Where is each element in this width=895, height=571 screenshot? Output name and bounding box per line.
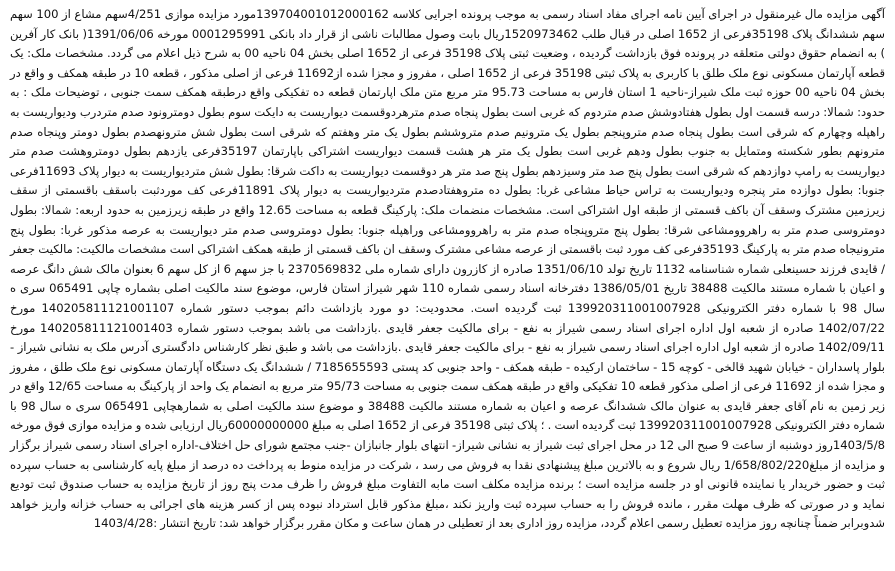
notice-body: آگهی مزایده مال غیرمنقول در اجرای آیین نامه اجرای مفاد اسناد رسمی به موجب پرونده اجرایی کلاسه 139704001012000162مورد مزایده موازی 4/251سهم مشاع از 100 سهم سهم ششدانگ پلاک 35198فرعی از 1652 اصلی در قبال طلب 1520973462ریال بابت وصول مطالبات ناشی از قرار داد بانکی 0001295991 مورخه 1391/06/06( بانک کار آفرین ) به انضمام حقوق دولتی متعلقه در پرونده فوق بازداشت گردیده ، وضعیت ثبتی پلاک 35198 فرعی از 1652 اصلی بخش 04 ناحیه 00 به شرح ذیل اعلام می گردد. مشخصات ملک: یک قطعه آپارتمان مسکونی نوع ملک طلق با کاربری به پلاک ثبتی 35198 فرعی از 1652 اصلی ، مفروز و مجزا شده از11692 فرعی از اصلی مذکور ، قطعه 10 در طبقه همکف و واقع در بخش 04 ناحیه 00 حوزه ثبت ملک شیراز-ناحیه 1 استان فارس به مساحت 95.73 متر مربع متن ملک اپارتمان قطعه ده تفکیکی واقع درطبقه همکف سمت جنوبی ، توضیحات ملک : به حدود: شمالا: درسه قسمت اول بطول هفتادوشش صدم متردوم که غربی است بطول پنجاه صدم مترهردوقسمت دیواریست به دایکت سوم بطول دومترونود صدم متردرب ودیواریست به راهپله وچهارم که شرقی است بطول پنجاه صدم متروپنجم بطول یک مترونیم صدم متروششم بطول یک متر وهفتم که شرقی است بطول شش مترونهصدم بطول دومتر وپنجاه صدم مترونهم بطور شکسته ومتمایل به جنوب بطول ودهم غربی است بطول یک متر هر هشت قسمت دیواریست اشتراکی باپارتمان 35197فرعی یازدهم بطول دومتروهشت صدم متر دیواریست به رامپ دوازدهم که شرقی است بطول پنج صد متر وسیزدهم بطول پنج صد متر هر دوقسمت دیواریست به داکت شرقا: بطول شش متردیواریست به دیوار پلاک 11693فرعی جنوبا: بطول دوازده متر پنجره ودیواریست به تراس حیاط مشاعی غربا: بطول ده متروهفتادصدم متردیواریست به دیوار پلاک 11891فرعی کف موردثبت باسقف باقسمتی از سقف زیرزمین مشترک وسقف آن باکف قسمتی از طبقه اول اشتراکی است. مشخصات منضمات ملک: پارکینگ قطعه به مساحت 12.65 واقع در طبقه زیرزمین به حدود اربعه: شمالا: بطول دومتروسی صدم متر به راهروومشاعی شرقا: بطول پنج متروپنجاه صدم متر به راهروومشاعی وراهپله جنوبا: بطول دومتروسی صدم متر دیواریست به عرصه مذکور غربا: بطول پنج مترونیجاه صدم متر به پارکینگ 35193فرعی کف مورد ثبت باقسمتی از عرصه مشاعی مشترک وسقف ان باکف قسمتی از طبقه همکف اشتراکی است مشخصات مالکیت: مالکیت جعفر / قایدی فرزند حسینعلی شماره شناسنامه 1132 تاریخ تولد 1351/06/10 صادره از کازرون دارای شماره ملی 2370569832 با جز سهم 6 از کل سهم 6 بعنوان مالک شش دانگ عرصه و اعیان با شماره مستند مالکیت 38488 تاریخ 1386/05/01 دفترخانه اسناد رسمی شماره 110 شهر شیراز استان فارس، موضوع سند مالکیت اصلی بشماره چاپی 065491 سری ه سال 98 با شماره دفتر الکترونیکی 139920311001007928 ثبت گردیده است. محدودیت: دو مورد بازداشت دائم بموجب دستور شماره 140205811121001107 مورخ 1402/07/22 صادره از شعبه اول اداره اجرای اسناد رسمی شیراز به نفع - برای مالکیت جعفر قایدی .بازداشت می باشد بموجب دستور شماره 140205811121001403 مورخ 1402/09/11 صادره از شعبه اول اداره اجرای اسناد رسمی شیراز به نفع - برای مالکیت جعفر قایدی .بازداشت می باشد و طبق نظر کارشناس دادگستری آدرس ملک به نشانی شیراز - بلوار پاسداران - خیابان شهید قالخی - کوچه 15 - ساختمان ارکیده - طبقه همکف - واحد جنوبی کد پستی 7185655593 / ششدانگ یک دستگاه آپارتمان مسکونی نوع ملک طلق ، مفروز و مجزا شده از 11692 فرعی از اصلی مذکور قطعه 10 تفکیکی واقع در طبقه همکف سمت جنوبی به مساحت 95/73 متر مربع به انضمام یک واحد از پارکینگ به مساحت 12/65 واقع در زیر زمین به نام آقای جعفر قایدی به عنوان مالک ششدانگ عرصه و اعیان به شماره مستند مالکیت 38488 و موضوع سند مالکیت اصلی به شمارهچاپی 065491 سری ه سال 98 با شماره دفتر الکترونیکی 139920311001007928 ثبت گردیده است . ؛ پلاک ثبتی 35198 فرعی از 1652 اصلی به مبلغ 60000000000ریال ارزیابی شده و مزایده موازی فوق مورخه 1403/5/8روز دوشنبه از ساعت 9 صبح الی 12 در محل اجرای ثبت شیراز به نشانی شیراز- انتهای بلوار جانبازان -جنب مجتمع شورای حل اختلاف-اداره اجرای اسناد رسمی شیراز برگزار و مزایده از مبلغ1/658/802/220 ریال شروع و به بالاترین مبلغ پیشنهادی نقدا به فروش می رسد ، شرکت در مزایده منوط به پرداخت ده درصد از مبلغ پایه کارشناسی به حساب سپرده ثبت و حضور خریدار یا نماینده قانونی او در جلسه مزایده است ؛ برنده مزایده مکلف است مابه التفاوت مبلغ فروش را ظرف مدت پنج روز از تاریخ مزایده به حساب صندوق ثبت تودیع نماید و در صورتی که ظرف مهلت مقرر ، مانده فروش را به حساب سپرده ثبت واریز نکند ،مبلغ مذکور قابل استرداد نبوده پس از کسر هزینه های اجرائی به حساب خزانه واریز خواهد شدوبرابر ضمناً چنانچه روز مزایده تعطیل رسمی اعلام گردد، مزایده روز اداری بعد از تعطیلی در همان ساعت و مکان مقرر برگزار خواهد شد: تاریخ انتشار :1403/4/28 xyxy=(10,7,886,531)
